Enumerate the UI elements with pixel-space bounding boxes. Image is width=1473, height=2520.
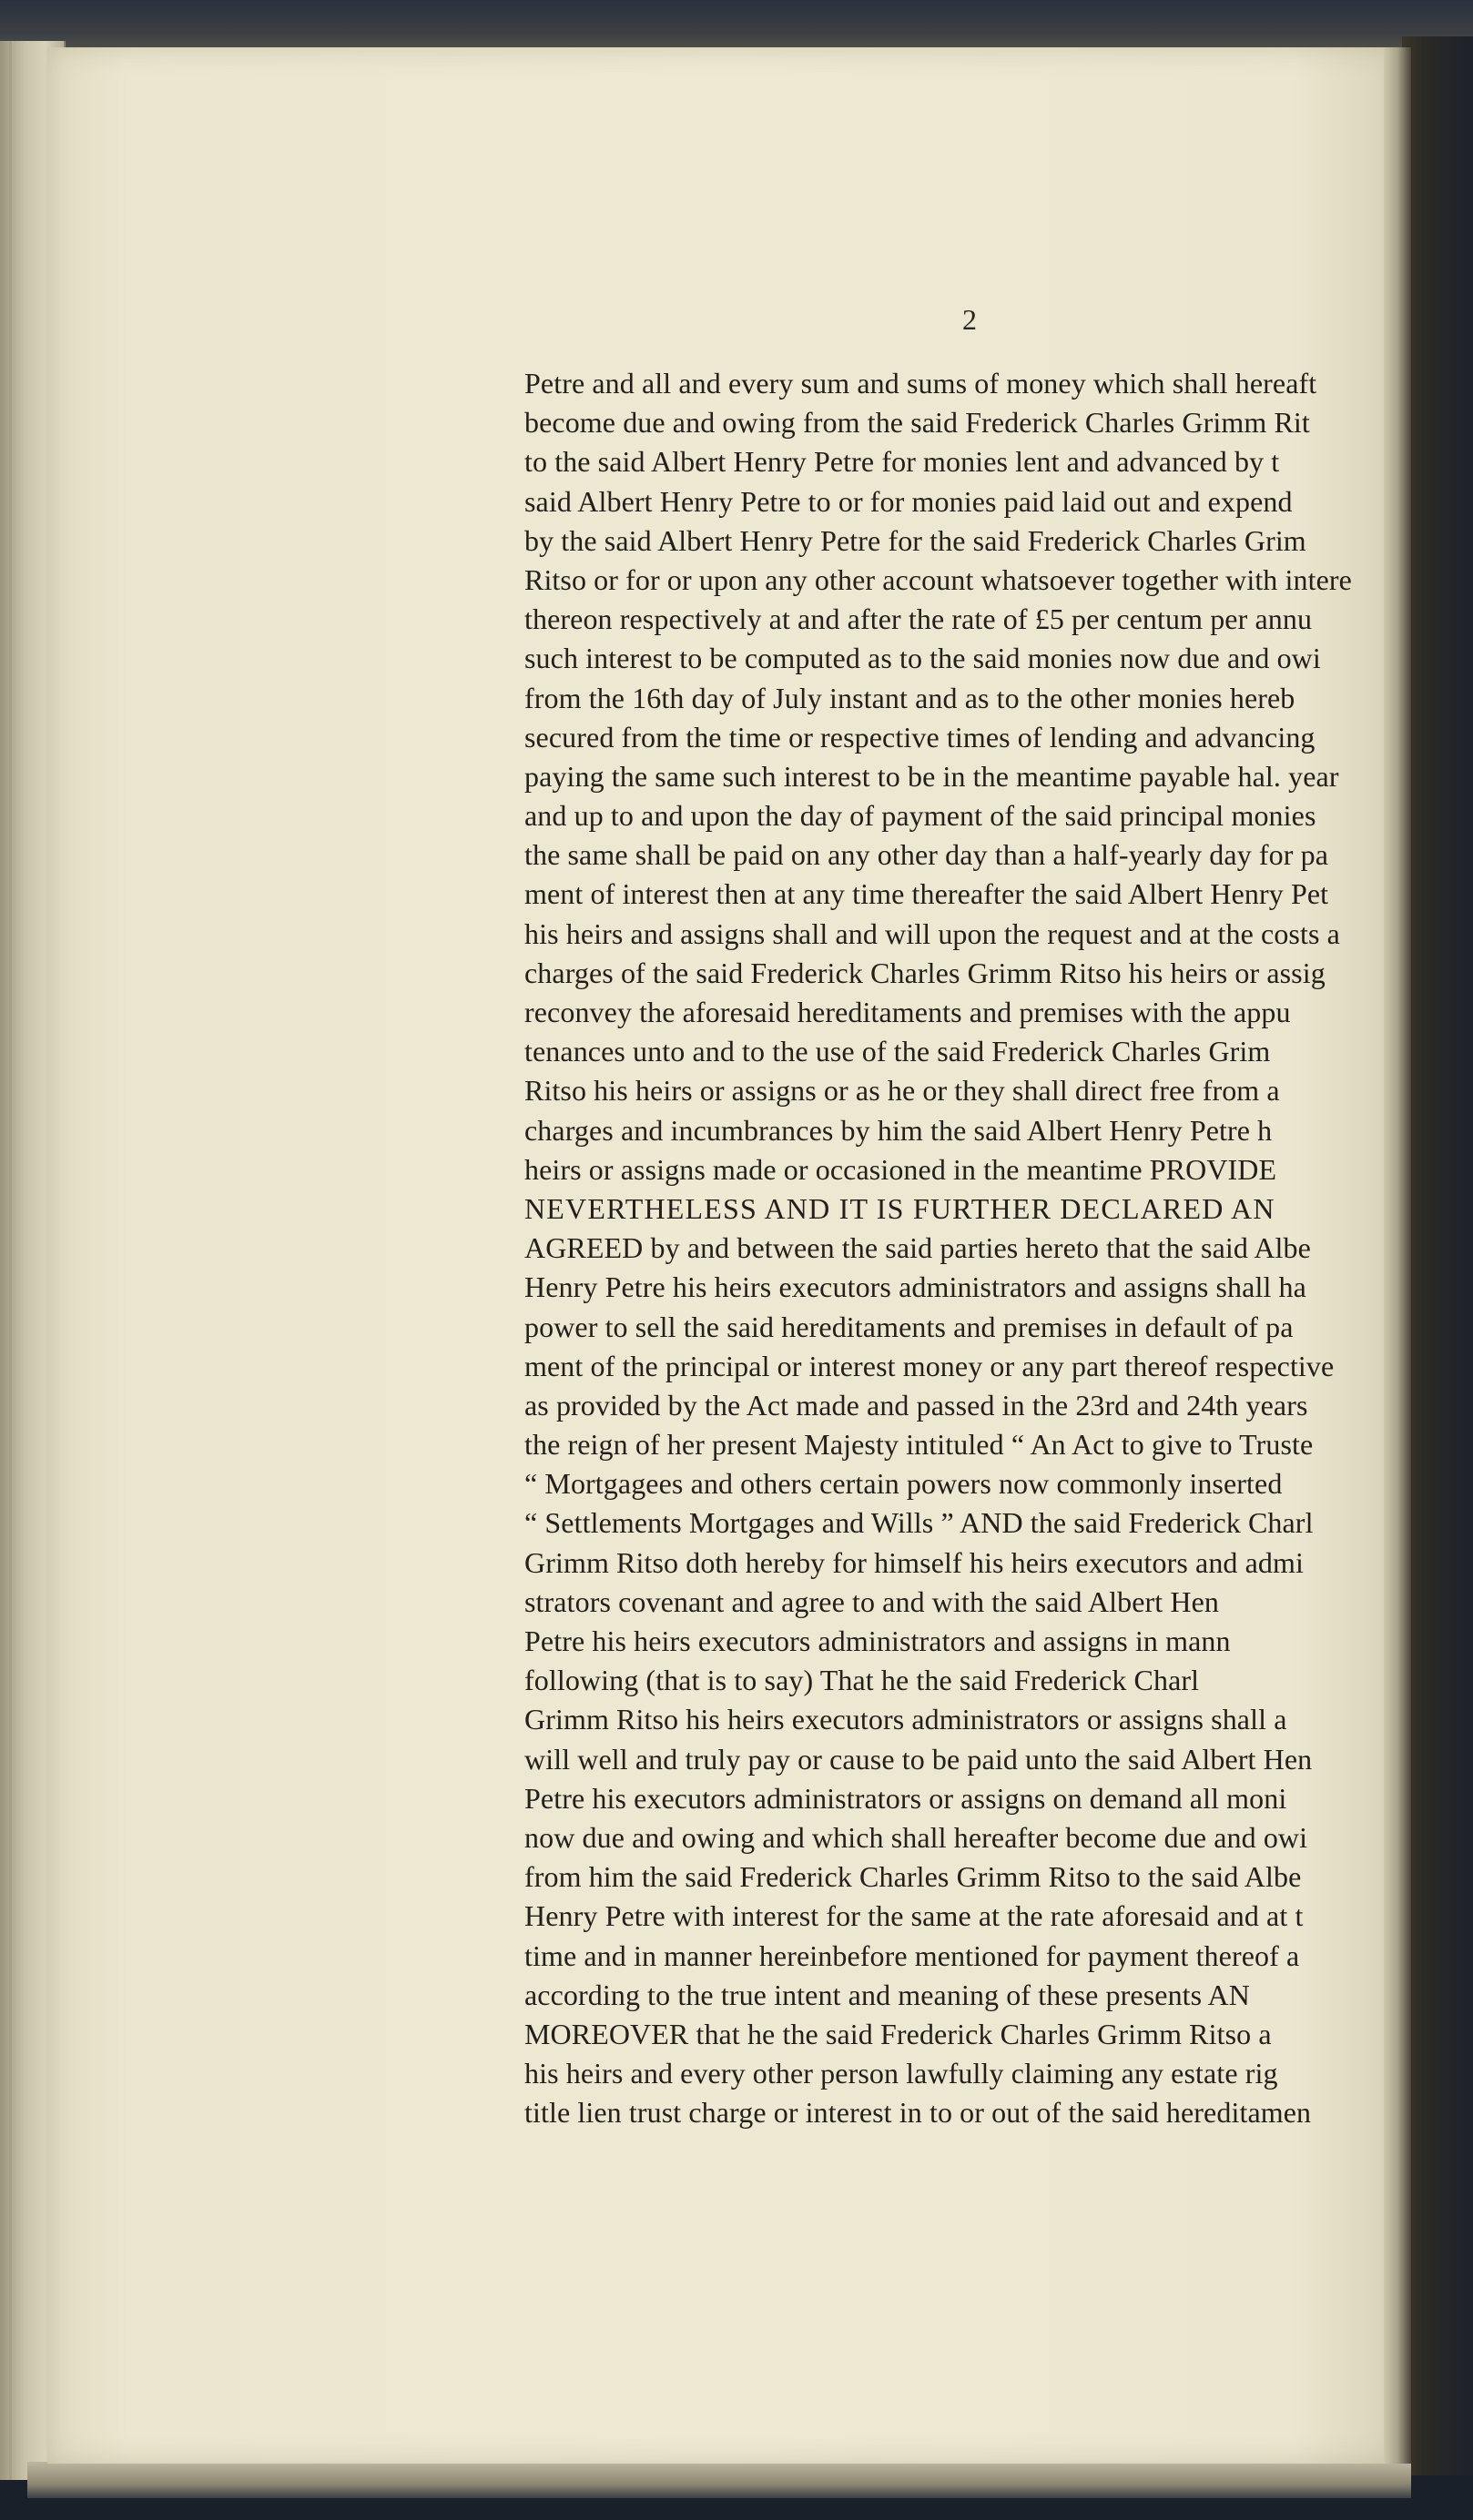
text-line: Henry Petre with interest for the same at the rate aforesaid and at t [524, 1899, 1304, 1933]
text-line: become due and owing from the said Frederick Charles Grimm Rit [524, 406, 1310, 440]
text-line: Grimm Ritso his heirs executors administrators or assigns shall a [524, 1703, 1287, 1736]
text-line: by the said Albert Henry Petre for the said Frederick Charles Grim [524, 523, 1306, 557]
text-line: strators covenant and agree to and with the said Albert Hen [524, 1584, 1219, 1618]
text-line: Petre his executors administrators or assigns on demand all moni [524, 1781, 1287, 1815]
text-line: AGREED by and between the said parties hereto that the said Albe [524, 1231, 1311, 1265]
text-line: the reign of her present Majesty intituled “ An Act to give to Truste [524, 1428, 1314, 1462]
text-line: and up to and upon the day of payment of the said principal monies [524, 799, 1316, 833]
text-line: the same shall be paid on any other day than a half-yearly day for pa [524, 838, 1329, 872]
text-line: thereon respectively at and after the rate of £5 per centum per annu [524, 602, 1313, 636]
text-line: charges and incumbrances by him the said Albert Henry Petre h [524, 1113, 1273, 1147]
text-line: NEVERTHELESS AND IT IS FURTHER DECLARED AN [524, 1191, 1275, 1225]
text-line: ment of the principal or interest money or any part thereof respective [524, 1349, 1335, 1382]
text-line: will well and truly pay or cause to be paid unto the said Albert Hen [524, 1742, 1313, 1776]
text-line: Petre and all and every sum and sums of money which shall hereaft [524, 367, 1317, 400]
text-line: now due and owing and which shall hereafter become due and owi [524, 1820, 1308, 1854]
book-binding-top [0, 0, 1473, 55]
text-line: MOREOVER that he the said Frederick Charles Grimm Ritso a [524, 2017, 1272, 2050]
text-line: Ritso his heirs or assigns or as he or they shall direct free from a [524, 1074, 1280, 1108]
text-line: heirs or assigns made or occasioned in the meantime PROVIDE [524, 1152, 1277, 1186]
text-line: said Albert Henry Petre to or for monies paid laid out and expend [524, 484, 1293, 518]
page-stack-bottom [27, 2462, 1411, 2498]
text-line: according to the true intent and meaning of these presents AN [524, 1978, 1250, 2011]
text-line: such interest to be computed as to the said monies now due and owi [524, 642, 1321, 675]
page-number: 2 [962, 303, 977, 336]
text-line: reconvey the aforesaid hereditaments and premises with the appu [524, 996, 1291, 1028]
text-line: Ritso or for or upon any other account whatsoever together with intere [524, 562, 1352, 596]
text-line: tenances unto and to the use of the said Frederick Charles Grim [524, 1035, 1271, 1068]
text-line: Grimm Ritso doth hereby for himself his heirs executors and admi [524, 1545, 1305, 1579]
text-line: Petre his heirs executors administrators and assigns in mann [524, 1624, 1231, 1657]
text-line: secured from the time or respective times of lending and advancing [524, 720, 1316, 754]
text-line: his heirs and every other person lawfully claiming any estate rig [524, 2057, 1278, 2090]
text-line: title lien trust charge or interest in to or out of the said hereditamen [524, 2096, 1312, 2130]
text-line: his heirs and assigns shall and will upon the request and at the costs a [524, 916, 1340, 950]
text-line: “ Settlements Mortgages and Wills ” AND the said Frederick Charl [524, 1506, 1314, 1540]
text-line: as provided by the Act made and passed in the 23rd and 24th years [524, 1388, 1308, 1422]
text-line: from the 16th day of July instant and as to the other monies hereb [524, 681, 1295, 714]
text-line: from him the said Frederick Charles Grimm Ritso to the said Albe [524, 1860, 1302, 1894]
text-line: Henry Petre his heirs executors administrators and assigns shall ha [524, 1270, 1306, 1304]
text-line: time and in manner hereinbefore mentioned for payment thereof a [524, 1938, 1300, 1972]
book-cover-edge [1402, 36, 1473, 2475]
text-line: charges of the said Frederick Charles Grimm Ritso his heirs or assig [524, 956, 1326, 989]
text-line: paying the same such interest to be in the meantime payable hal. year [524, 759, 1339, 793]
text-line: ment of interest then at any time thereafter the said Albert Henry Pet [524, 877, 1329, 911]
text-line: “ Mortgagees and others certain powers now commonly inserted [524, 1467, 1283, 1501]
deed-body-text [524, 364, 1394, 2130]
text-line: following (that is to say) That he the said Frederick Charl [524, 1664, 1200, 1697]
text-line: to the said Albert Henry Petre for monies lent and advanced by t [524, 445, 1280, 479]
text-line: power to sell the said hereditaments and premises in default of pa [524, 1310, 1294, 1343]
